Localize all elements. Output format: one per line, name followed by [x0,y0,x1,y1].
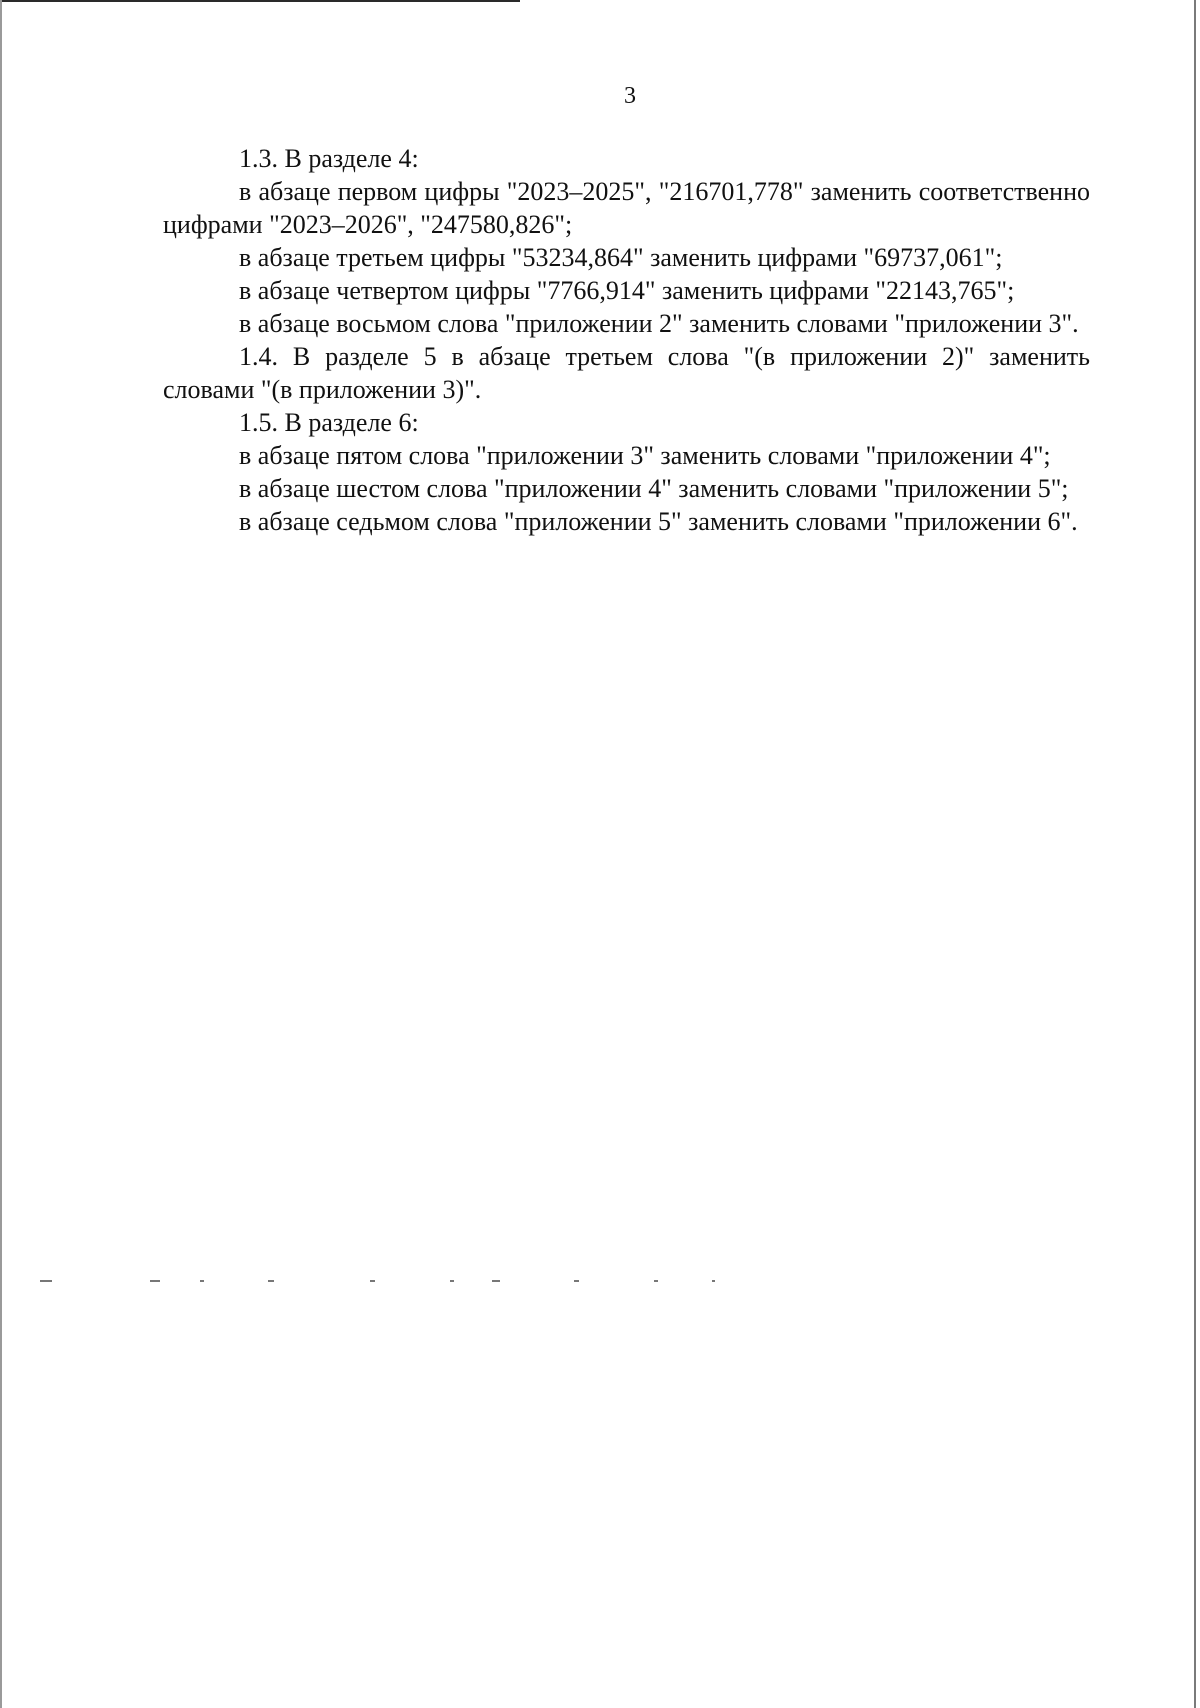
paragraph-fourth-abzac: в абзаце четвертом цифры "7766,914" заменить цифрами "22143,765"; [239,276,1015,305]
paragraph-seventh-abzac: в абзаце седьмом слова "приложении 5" заменить словами "приложении 6". [239,507,1078,536]
scan-left-edge [0,0,2,1708]
paragraph-first-abzac: в абзаце первом цифры "2023–2025", "216701,778" заменить соответственно цифрами "2023–2026", "247580,826"; [163,177,1090,239]
paragraph-1-4: 1.4. В разделе 5 в абзаце третьем слова "(в приложении 2)" заменить словами "(в приложении 3)". [163,342,1090,404]
paragraph-third-abzac: в абзаце третьем цифры "53234,864" заменить цифрами "69737,061"; [239,243,1003,272]
paragraph-sixth-abzac: в абзаце шестом слова "приложении 4" заменить словами "приложении 5"; [239,474,1069,503]
scan-noise-mark [492,1280,500,1282]
scan-noise-mark [450,1280,454,1282]
scan-noise-mark [370,1280,375,1282]
scan-noise-mark [268,1280,274,1282]
scan-noise-mark [654,1280,658,1282]
scan-noise-mark [712,1280,715,1282]
paragraph-1-3-heading: 1.3. В разделе 4: [239,144,419,173]
scan-noise-mark [200,1280,204,1282]
page-number: 3 [624,83,636,109]
scan-top-edge-line [0,0,520,2]
scan-noise-dotted-line [40,1280,720,1284]
document-body [163,142,1090,538]
scan-right-edge [1194,0,1196,1708]
scan-noise-mark [150,1280,160,1282]
paragraph-eighth-abzac: в абзаце восьмом слова "приложении 2" заменить словами "приложении 3". [239,309,1079,338]
scan-noise-mark [574,1280,579,1282]
scan-noise-mark [40,1280,52,1282]
paragraph-1-5-heading: 1.5. В разделе 6: [239,408,419,437]
paragraph-fifth-abzac: в абзаце пятом слова "приложении 3" заменить словами "приложении 4"; [239,441,1051,470]
